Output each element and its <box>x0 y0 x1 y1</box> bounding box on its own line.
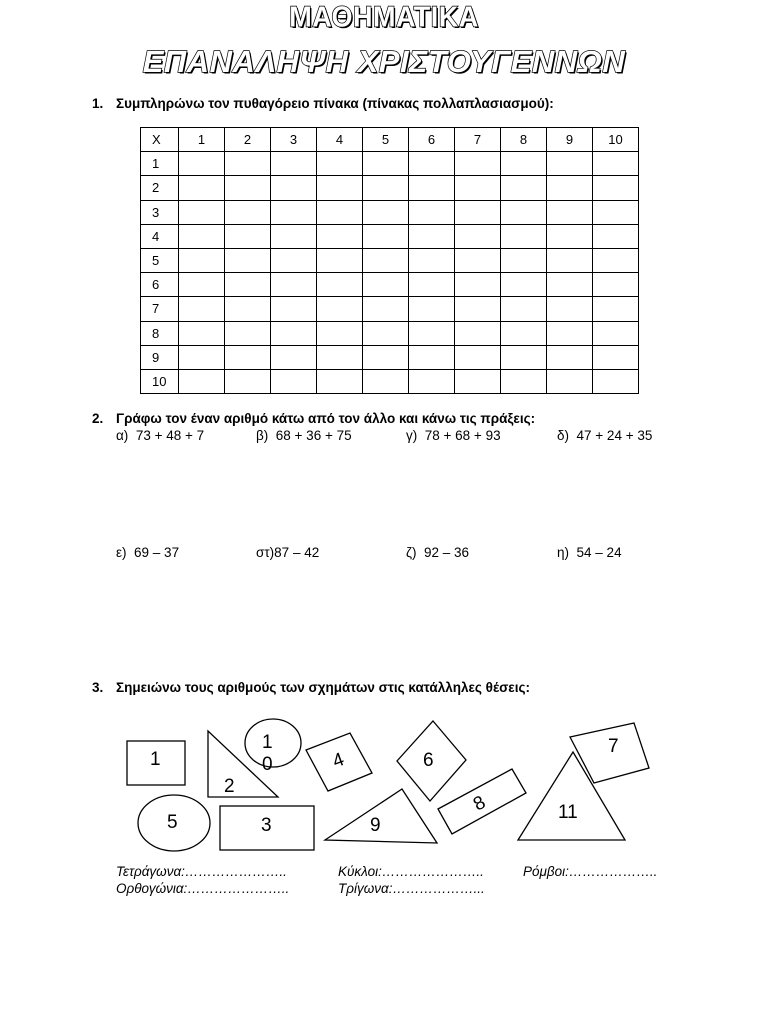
shape-number-4: 4 <box>329 749 348 773</box>
triangle-11 <box>518 752 625 840</box>
table-header-cell: Χ <box>141 128 179 152</box>
shape-number-3: 3 <box>261 815 272 836</box>
exercise-label: ε) <box>116 545 127 560</box>
exercise-expression: 73 + 48 + 7 <box>135 428 205 443</box>
shape-number-10b: 0 <box>262 754 273 775</box>
exercise-label: στ) <box>256 545 275 560</box>
row-label: 2 <box>141 176 179 200</box>
exercise-label: δ) <box>557 428 570 443</box>
table-header-cell: 6 <box>409 128 455 152</box>
page-title: ΜΑΘΗΜΑΤΙΚΑ <box>289 1 479 33</box>
shape-number-8: 8 <box>470 792 490 816</box>
row-label: 4 <box>141 224 179 248</box>
shape-number-6: 6 <box>423 750 434 771</box>
shape-number-11: 11 <box>558 802 578 823</box>
exercise-expression: 92 – 36 <box>423 545 470 560</box>
table-header-cell: 3 <box>271 128 317 152</box>
question-3-text: Σημειώνω τους αριθμούς των σχημάτων στις κατάλληλες θέσεις: <box>116 680 530 695</box>
exercise-expression: 78 + 68 + 93 <box>424 428 501 443</box>
answer-circles[interactable]: Κύκλοι:………………….. <box>338 864 484 879</box>
row-label: 10 <box>141 369 179 393</box>
exercise-expression: 54 – 24 <box>576 545 622 560</box>
table-header-cell: 7 <box>455 128 501 152</box>
table-header-cell: 9 <box>547 128 593 152</box>
shape-number-2: 2 <box>224 776 235 797</box>
row-label: 6 <box>141 273 179 297</box>
shape-number-10a: 1 <box>262 732 273 753</box>
shape-number-7: 7 <box>608 736 619 757</box>
answer-triangles[interactable]: Τρίγωνα:………………... <box>338 881 485 896</box>
question-1-number: 1. <box>92 96 104 111</box>
exercise-label: η) <box>557 545 570 560</box>
shape-number-5: 5 <box>167 812 178 833</box>
triangle-9 <box>325 789 437 843</box>
exercise-expression: 69 – 37 <box>134 545 180 560</box>
answer-rectangles[interactable]: Ορθογώνια:………………….. <box>116 881 290 896</box>
row-label: 8 <box>141 321 179 345</box>
row-label: 3 <box>141 200 179 224</box>
shape-number-9: 9 <box>370 815 381 836</box>
question-1-text: Συμπληρώνω τον πυθαγόρειο πίνακα (πίνακας πολλαπλασιασμού): <box>116 96 554 111</box>
exercise-expression: 68 + 36 + 75 <box>275 428 352 443</box>
circle-10 <box>245 719 301 767</box>
question-3-number: 3. <box>92 680 104 695</box>
exercise-expression: 47 + 24 + 35 <box>576 428 653 443</box>
exercise-label: γ) <box>406 428 418 443</box>
exercise-label: β) <box>256 428 269 443</box>
answer-squares[interactable]: Τετράγωνα:………………….. <box>116 864 287 879</box>
row-label: 7 <box>141 297 179 321</box>
exercise-label: ζ) <box>406 545 417 560</box>
table-header-cell: 2 <box>225 128 271 152</box>
question-2-text: Γράφω τον έναν αριθμό κάτω από τον άλλο και κάνω τις πράξεις: <box>116 411 536 426</box>
table-header-cell: 8 <box>501 128 547 152</box>
table-header-cell: 4 <box>317 128 363 152</box>
shape-number-1: 1 <box>150 749 161 770</box>
row-label: 1 <box>141 152 179 176</box>
answer-rhombi[interactable]: Ρόμβοι:……………….. <box>523 864 658 879</box>
table-header-cell: 5 <box>363 128 409 152</box>
exercise-expression: 87 – 42 <box>274 545 320 560</box>
table-header-cell: 1 <box>179 128 225 152</box>
question-2-number: 2. <box>92 411 104 426</box>
page-subtitle: ΕΠΑΝΑΛΗΨΗ ΧΡΙΣΤΟΥΓΕΝΝΩΝ <box>142 44 626 79</box>
table-header-cell: 10 <box>593 128 639 152</box>
row-label: 5 <box>141 248 179 272</box>
row-label: 9 <box>141 345 179 369</box>
exercise-label: α) <box>116 428 129 443</box>
